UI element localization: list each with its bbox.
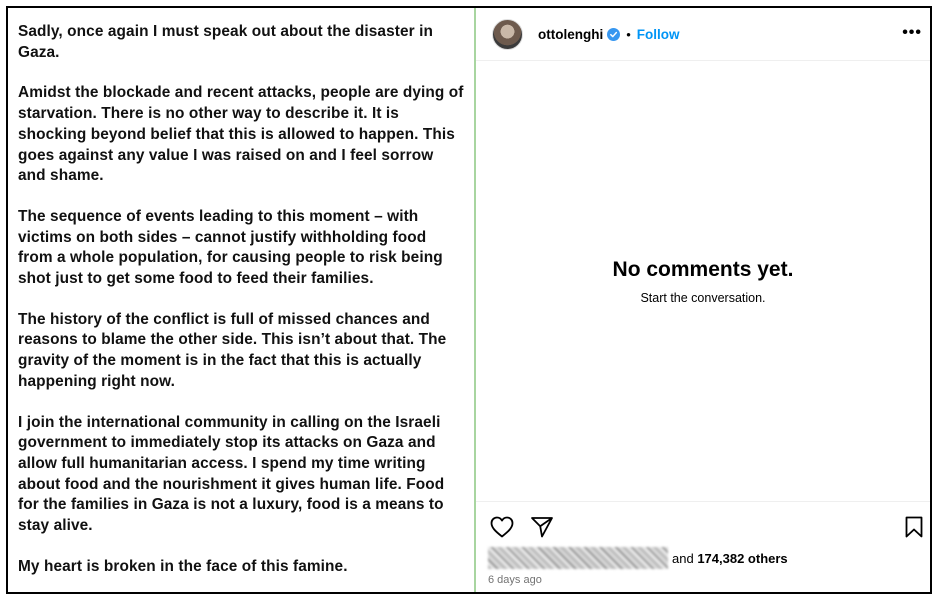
- blurred-liker-names: [488, 547, 668, 569]
- share-icon[interactable]: [530, 516, 554, 538]
- avatar[interactable]: [492, 19, 523, 50]
- verified-badge-icon: [607, 28, 620, 41]
- post-paragraph: The sequence of events leading to this moment – with victims on both sides – cannot justify withholding food from a whole population, for causing people to risk being shot just to get some food to feed their families.: [18, 207, 443, 288]
- actions-divider: [476, 501, 930, 502]
- comments-panel: [476, 8, 930, 592]
- heart-icon[interactable]: [490, 516, 514, 538]
- post-paragraph: The history of the conflict is full of missed chances and reasons to blame the other side. This isn’t about that. The gravity of the moment is in the fact that this is actually happening right now.: [18, 310, 447, 390]
- no-comments-subtitle: Start the conversation.: [640, 291, 766, 305]
- likes-prefix: and: [672, 550, 694, 566]
- likes-count-link[interactable]: 174,382 others: [697, 550, 788, 566]
- post-paragraph: Sadly, once again I must speak out about the disaster in Gaza.: [18, 23, 433, 61]
- no-comments-title: No comments yet.: [612, 258, 794, 281]
- action-bar: [490, 516, 554, 538]
- likes-summary: [488, 547, 788, 569]
- more-options-icon[interactable]: •••: [902, 24, 922, 41]
- follow-button[interactable]: Follow: [636, 26, 680, 42]
- post-paragraph: My heart is broken in the face of this famine.: [18, 557, 348, 575]
- post-paragraph: Amidst the blockade and recent attacks, people are dying of starvation. There is no other way to describe it. It is shocking beyond belief that this is allowed to happen. This goes against any value I was raised on and I feel sorrow and shame.: [18, 84, 464, 185]
- post-header: [476, 8, 930, 61]
- bookmark-icon[interactable]: [904, 516, 924, 538]
- post-frame: [6, 6, 932, 594]
- post-timestamp[interactable]: 6 days ago: [488, 574, 542, 586]
- no-comments-state: [476, 258, 930, 305]
- post-text-panel: [8, 8, 474, 592]
- post-paragraph: I join the international community in calling on the Israeli government to immediately stop its attacks on Gaza and allow full humanitarian access. I spend my time writing about food and the nourishment it gives human life. Food for the families in Gaza is not a luxury, food is a means to stay alive.: [18, 413, 445, 535]
- username-link[interactable]: ottolenghi: [538, 26, 604, 42]
- separator-dot: •: [626, 26, 631, 42]
